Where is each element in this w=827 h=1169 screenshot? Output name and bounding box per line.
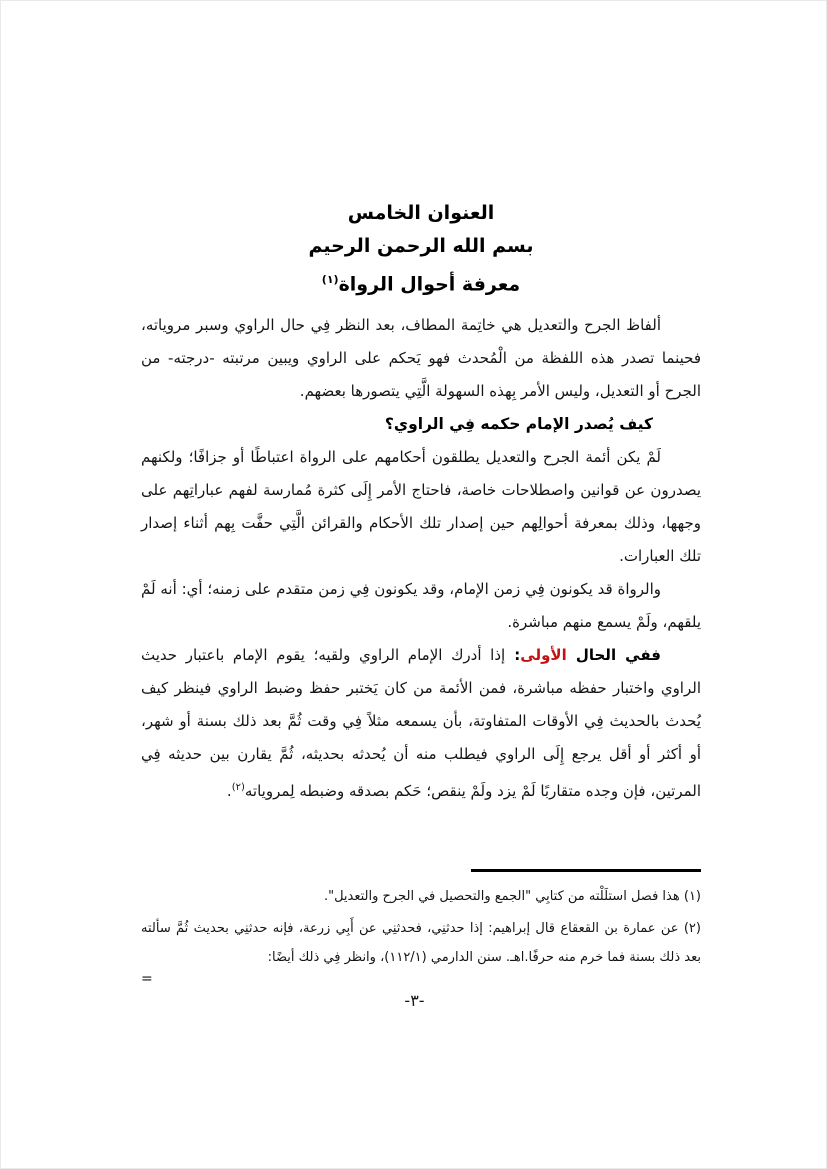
first-case-period: .: [226, 782, 232, 801]
footnote-2-text: عن عمارة بن القعقاع قال إبراهيم: إذا حدثنِي، فحدثنِي عن أَبِي زرعة، فإنه حدثنِي بحديث ثُمَّ سألته بعد ذلك بسنة فما خرم منه حرفًا.اهـ. سنن الدارمي (١١٢/١)، وانظر فِي ذلك أيضًا:: [141, 921, 701, 965]
paragraph-rules: لَمْ يكن أئمة الجرح والتعديل يطلقون أحكامهم على الرواة اعتباطًا أو جزافًا؛ ولكنهم يصدرون عن قوانين واصطلاحات خاصة، فاحتاج الأمر إِلَى كثرة مُمارسة لفهم عباراتِهم على وجهها، وذلك بمعرفة أحوالِهم حين إصدار تلك الأحكام والقرائن الَّتِي حفَّت بِهم أثناء إصدار تلك العبارات.: [141, 448, 701, 566]
footnote-separator: [471, 869, 701, 872]
first-case-highlight: الأولى: [520, 646, 567, 665]
footnote-ref-1: (١): [321, 273, 339, 286]
question-heading: كيف يُصدر الإمام حكمه فِي الراوي؟: [384, 415, 653, 434]
footnote-1-text: هذا فصل استلَلْته من كتابِي "الجمع والتحصيل في الجرح والتعديل".: [323, 889, 680, 904]
footnote-continuation-mark: =: [141, 971, 153, 987]
subject-heading: [141, 269, 701, 295]
paragraph-narrators-eras: والرواة قد يكونون فِي زمن الإمام، وقد يكونون فِي زمن متقدم على زمنه؛ أي: أنه لَمْ يلقهم، ولَمْ يسمع منهم مباشرة.: [141, 580, 701, 632]
footnote-1-marker: (١): [683, 889, 701, 904]
basmala-heading: بسم الله الرحمن الرحيم: [308, 235, 534, 257]
first-case-colon: :: [505, 646, 521, 665]
first-case-body: إذا أدرك الإمام الراوي ولقيه؛ يقوم الإمام باعتبار حديث الراوي واختبار حفظه مباشرة، فمن الأئمة من كان يَختبر حفظ وضبط الراوي فينظر كيف يُحدث بالحديث فِي الأوقات المتفاوتة، بأن يسمعه مثلاً فِي وقت ثُمَّ بعد ذلك بسنة أو شهر، أو أكثر أو أقل يرجع إِلَى الراوي فيطلب منه أن يُحدثه بحديثه، ثُمَّ يقارن بين حديثه فِي المرتين، فإن وجده متقاربًا لَمْ يزد ولَمْ ينقص؛ حَكم بصدقه وضبطه لِمروياته: [141, 646, 701, 801]
footnote-2-marker: (٢): [683, 921, 701, 936]
page-number: -٣-: [404, 991, 425, 1010]
footnote-2: [141, 914, 701, 972]
body-text: [141, 309, 701, 808]
section-title: العنوان الخامس: [347, 202, 495, 224]
first-case-lead: ففي الحال: [566, 646, 661, 665]
footnote-area: [141, 869, 701, 987]
page-content: [141, 203, 701, 808]
paragraph-intro: ألفاظ الجرح والتعديل هي خاتِمة المطاف، بعد النظر فِي حال الراوي وسبر مروياته، فحينما تصدر هذه اللفظة من الْمُحدث فهو يَحكم على الراوي ويبين مرتبته -درجته- من الجرح أو التعديل، وليس الأمر بِهذه السهولة الَّتِي يتصورها بعضهم.: [141, 316, 701, 401]
footnote-1: [141, 882, 701, 911]
paragraph-first-case: [141, 639, 701, 808]
subject-heading-text: معرفة أحوال الرواة: [338, 273, 521, 296]
footnote-ref-2: (٢): [231, 782, 245, 794]
